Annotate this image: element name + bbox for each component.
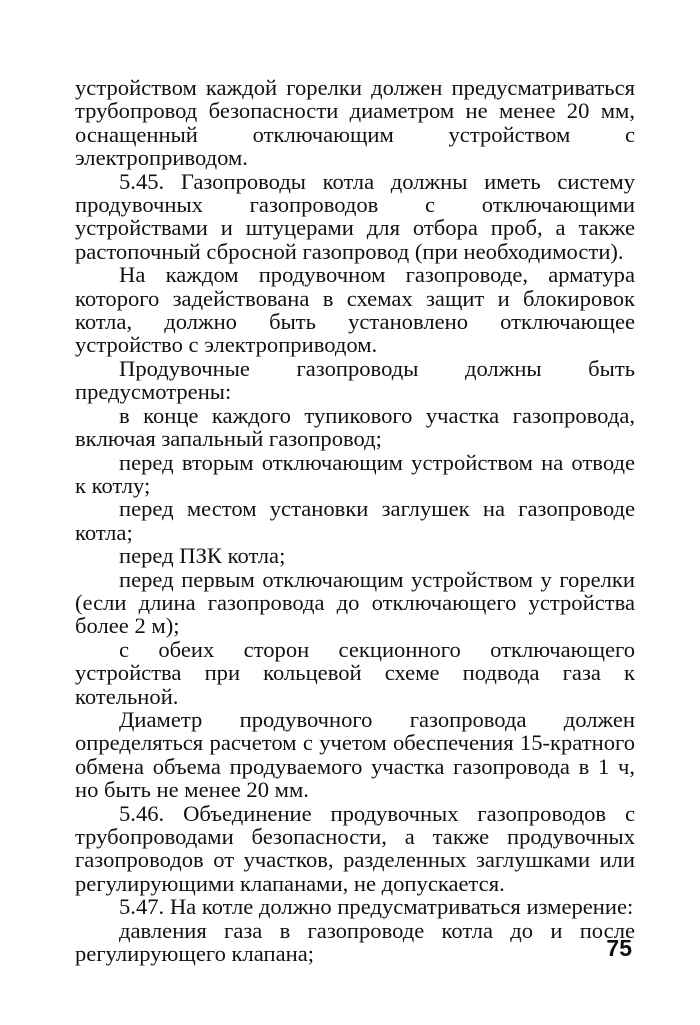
paragraph-5-46: 5.46. Объединение продувочных газопроводов с трубопроводами безопасности, а также продувочных газопроводов от участков, разделенных заглушками или регулирующими клапанами, не допускается. — [75, 800, 635, 896]
list-item: перед ПЗК котла; — [119, 543, 286, 569]
paragraph-purge-diameter: Диаметр продувочного газопровода должен определяться расчетом с учетом обеспечения 15-кратного обмена объема продуваемого участка газопровода в 1 ч, но быть не менее 20 мм. — [75, 706, 635, 803]
paragraph-5-45: 5.45. Газопроводы котла должны иметь систему продувочных газопроводов с отключающими устройствами и штуцерами для отбора проб, а также растопочный сбросной газопровод (при необходимости). — [75, 168, 635, 264]
list-item: с обеих сторон секционного отключающего устройства при кольцевой схеме подвода газа к котельной. — [75, 636, 635, 709]
paragraph-purge-list-intro: Продувочные газопроводы должны быть предусмотрены: — [75, 355, 635, 405]
list-item: давления газа в газопроводе котла до и после регулирующего клапана; — [75, 917, 635, 967]
paragraph-continuation: устройством каждой горелки должен предусматриваться трубопровод безопасности диаметром не менее 20 мм, оснащенный отключающим устройством с электроприводом. — [75, 75, 635, 171]
list-item: перед местом установки заглушек на газопроводе котла; — [75, 496, 635, 545]
list-item: перед вторым отключающим устройством на отводе к котлу; — [75, 449, 635, 498]
list-item: в конце каждого тупикового участка газопровода, включая запальный газопровод; — [75, 402, 635, 452]
paragraph-shutoff-device: На каждом продувочном газопроводе, арматура которого задействована в схемах защит и блокировок котла, должно быть установлено отключающее устройство с электроприводом. — [75, 262, 635, 358]
list-item: перед первым отключающим устройством у горелки (если длина газопровода до отключающего устройства более 2 м); — [75, 566, 635, 639]
paragraph-5-47: 5.47. На котле должно предусматриваться измерение: — [119, 894, 634, 920]
page-text — [75, 76, 635, 965]
page-number: 75 — [606, 935, 632, 961]
